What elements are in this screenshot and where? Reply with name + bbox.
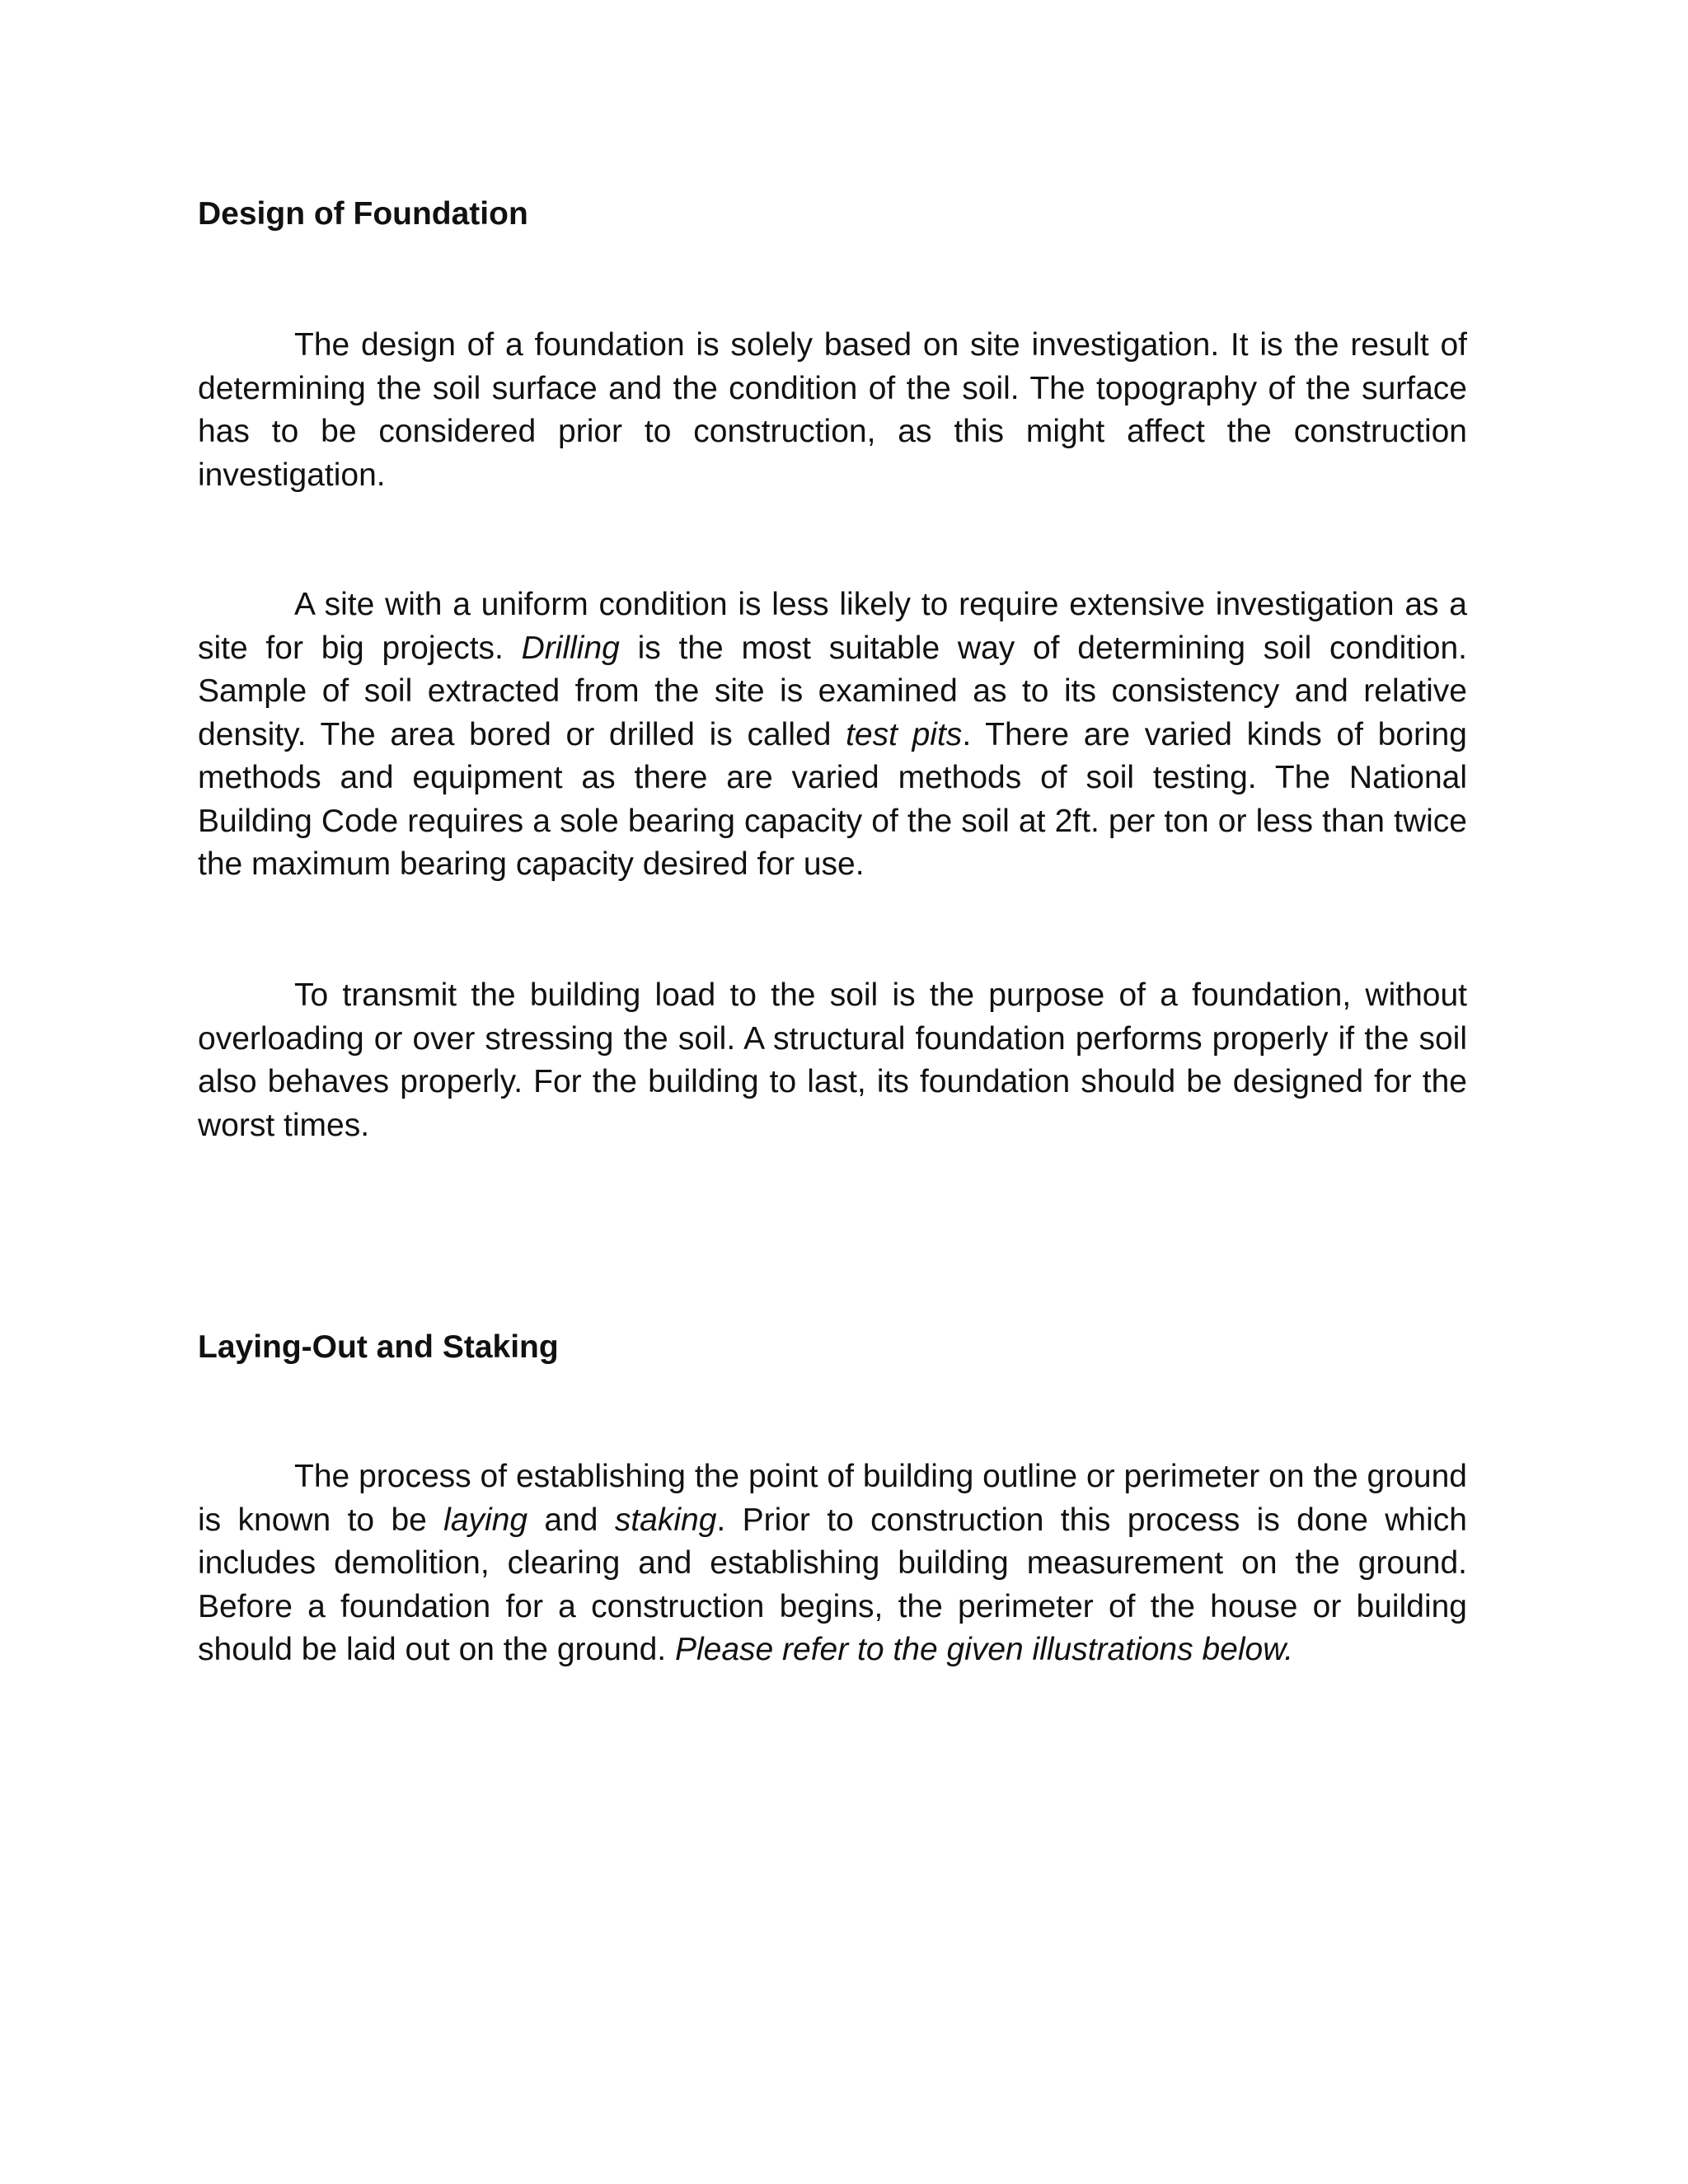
heading-laying-out-and-staking: Laying-Out and Staking	[198, 1329, 559, 1365]
italic-term-staking: staking	[614, 1502, 717, 1538]
text-run: . There are varied kinds of boring methods and equipment as there are varied methods of soil testing. The National Building Code requires a sole bearing capacity of the soil at 2ft. per ton or less than twice the maximum bearing capacity desired for use.	[198, 716, 1467, 882]
text-run: . Prior to construction this process is done which includes demolition, clearing and establishing building measurement on the ground. Before a foundation for a construction begins, the perimeter of the house or building should be laid out on the ground.	[198, 1502, 1467, 1667]
italic-term-test-pits: test pits	[846, 716, 963, 752]
italic-note-illustrations: Please refer to the given illustrations below.	[674, 1632, 1294, 1667]
paragraph-site-investigation	[198, 583, 1467, 887]
paragraph-foundation-design: The design of a foundation is solely based on site investigation. It is the result of determining the soil surface and the condition of the soil. The topography of the surface has to be considered prior to construction, as this might affect the construction investigation.	[198, 327, 1467, 493]
italic-term-drilling: Drilling	[521, 630, 620, 666]
paragraph-laying-out	[198, 1455, 1467, 1672]
text-run: and	[528, 1502, 615, 1538]
text-run: A site with a uniform condition is less likely to require extensive investigation as a site for big projects.	[198, 587, 1467, 666]
paragraph-foundation-purpose: To transmit the building load to the soil is the purpose of a foundation, without overloading or over stressing the soil. A structural foundation performs properly if the soil also behaves properly. For the building to last, its foundation should be designed for the worst times.	[198, 977, 1467, 1143]
text-run: is the most suitable way of determining soil condition. Sample of soil extracted from the site is examined as to its consistency and relative density. The area bored or drilled is called	[198, 630, 1468, 752]
italic-term-laying: laying	[443, 1502, 528, 1538]
heading-design-of-foundation: Design of Foundation	[198, 196, 528, 232]
text-run: The process of establishing the point of building outline or perimeter on the ground is known to be	[198, 1459, 1467, 1538]
